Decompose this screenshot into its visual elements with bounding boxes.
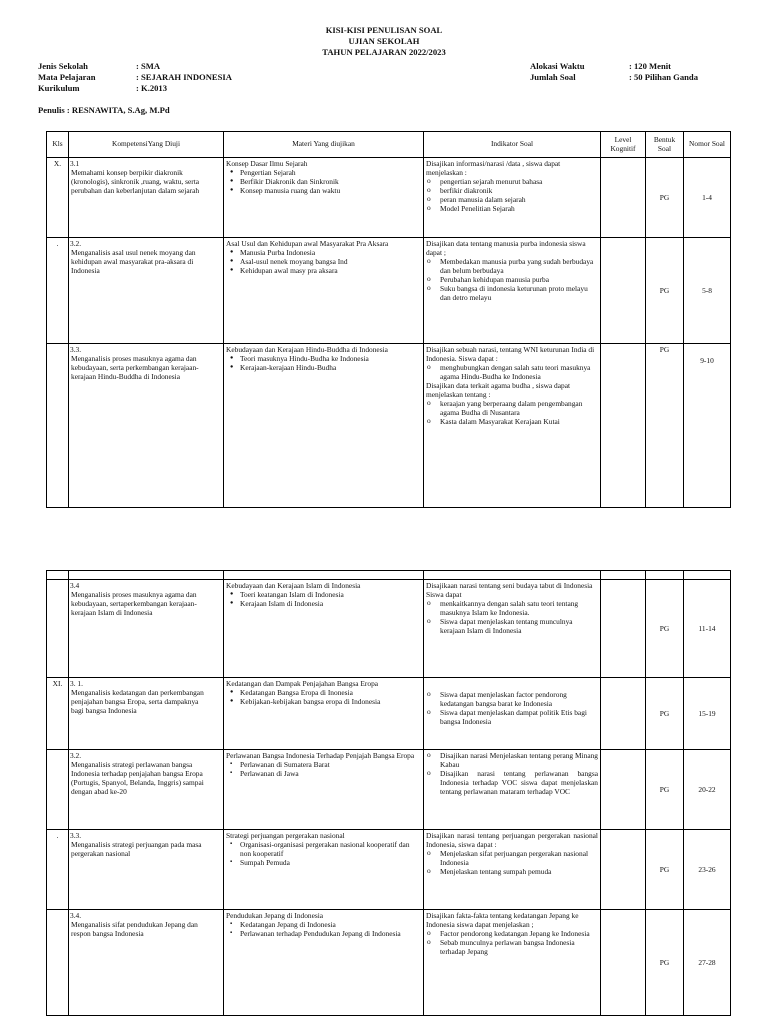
kompetensi-cell [69,910,224,1016]
kompetensi-cell [69,344,224,508]
mata-pelajaran-value: : SEJARAH INDONESIA [136,72,232,82]
mata-pelajaran-label: Mata Pelajaran [38,72,96,82]
level-cell [601,910,646,1016]
nomor-cell: 23-26 [684,830,731,910]
materi-item: ▪ Perlawanan di Jawa [226,769,421,778]
kelas-cell [47,344,69,508]
materi-item: ● Asal-usul nenek moyang bangsa Ind [226,257,421,266]
materi-cell [224,678,424,750]
materi-title: Asal Usul dan Kehidupan awal Masyarakat Pra Aksara [226,239,389,248]
indikator-cell [424,580,601,678]
indikator-item: o Menjelaskan tentang sumpah pemuda [426,867,598,876]
col-indikator: Indikator Soal [424,132,601,158]
indikator-cell [424,238,601,344]
kd-text: Menganalisis sifat pendudukan Jepang dan respon bangsa Indonesia [71,920,198,938]
penulis: Penulis : RESNAWITA, S.Ag, M.Pd [38,105,170,115]
materi-item: ● Teori masuknya Hindu-Budha ke Indonesia [226,354,421,363]
table-row [47,238,731,344]
col-kls: Kls [47,132,69,158]
indikator-item: o Membedakan manusia purba yang sudah berbudaya dan belum berbudaya [426,257,598,275]
kurikulum-label: Kurikulum [38,83,80,93]
jumlah-soal-value: : 50 Pilihan Ganda [629,72,699,82]
alokasi-waktu-label: Alokasi Waktu [530,61,585,71]
col-nomor-soal: Nomor Soal [684,132,731,158]
materi-item: ● Berfikir Diakronik dan Sinkronik [226,177,421,186]
kelas-cell: XI. [47,678,69,750]
bentuk-cell: PG [646,750,684,830]
indikator-item: o Disajikan narasi Menjelaskan tentang perang Minang Kabau [426,751,598,769]
indikator-item: o Model Penelitian Sejarah [426,204,598,213]
table-row [47,830,731,910]
indikator-item: o berfikir diakronik [426,186,598,195]
indikator-item: o pengertian sejarah menurut bahasa [426,177,598,186]
nomor-cell: 11-14 [684,580,731,678]
level-cell [601,344,646,508]
table-row [47,678,731,750]
document-subtitle: UJIAN SEKOLAH [348,36,420,46]
table-header-row [47,132,731,158]
col-materi: Materi Yang diujikan [224,132,424,158]
indikator-item: o menghubungkan dengan salah satu teori masuknya agama Hindu-Budha ke Indonesia [426,363,598,381]
jenis-sekolah-value: : SMA [136,61,161,71]
bentuk-cell: PG [646,910,684,1016]
materi-item: ▪ Organisasi-organisasi pergerakan nasional kooperatif dan non kooperatif [226,840,421,858]
materi-title: Kebudayaan dan Kerajaan Hindu-Buddha di Indonesia [226,345,388,354]
indikator-item: o Kasta dalam Masyarakat Kerajaan Kutai [426,417,598,426]
table-row [47,344,731,508]
col-level-kognitif: Level Kognitif [601,132,646,158]
bentuk-cell: PG [646,158,684,238]
indikator-cell [424,830,601,910]
level-cell [601,580,646,678]
kompetensi-cell [69,158,224,238]
kompetensi-cell [69,678,224,750]
kelas-cell: . [47,830,69,910]
col-bentuk-soal: Bentuk Soal [646,132,684,158]
indikator-intro: Disajikan data terkait agama budha , siswa dapat menjelaskan tentang : [426,381,571,399]
indikator-item: o Siswa dapat menjelaskan dampat politik Etis bagi bangsa Indonesia [426,708,598,726]
materi-title: Kebudayaan dan Kerajaan Islam di Indonesia [226,581,361,590]
level-cell [601,830,646,910]
materi-cell [224,910,424,1016]
materi-cell [224,158,424,238]
bentuk-cell: PG [646,580,684,678]
materi-item: ● Kerajaan-kerajaan Hindu-Budha [226,363,421,372]
kd-code: 3. 1. [70,679,83,688]
indikator-item: o keraajan yang berperaang dalam pengembangan agama Budha di Nusantara [426,399,598,417]
materi-item: ● Pengertian Sejarah [226,168,421,177]
kisi-kisi-table-1 [46,131,731,508]
kurikulum-value: : K.2013 [136,83,168,93]
kd-text: Menganalisis strategi perjuangan pada masa pergerakan nasional [71,840,202,858]
indikator-intro: Disajikan narasi tentang perjuangan pergerakan nasional Indonesia, siswa dapat : [426,831,598,849]
table-row [47,158,731,238]
kd-code: 3.2. [70,751,82,760]
kelas-cell [47,750,69,830]
materi-cell [224,830,424,910]
nomor-cell: 20-22 [684,750,731,830]
kelas-cell [47,910,69,1016]
table-header-row [47,571,731,580]
document-title: KISI-KISI PENULISAN SOAL [325,25,443,35]
indikator-item: o Siswa dapat menjelaskan factor pendorong kedatangan bangsa barat ke Indonesia [426,690,598,708]
kelas-cell: . [47,238,69,344]
level-cell [601,238,646,344]
indikator-intro: Disajikan fakta-fakta tentang kedatangan Jepang ke Indonesia siswa dapat menjelaskan ; [426,911,579,929]
materi-title: Konsep Dasar Ilmu Sejarah [226,159,308,168]
bentuk-cell: PG [646,344,684,508]
materi-item: ▪ Sumpah Pemuda [226,858,421,867]
materi-cell [224,750,424,830]
materi-title: Perlawanan Bangsa Indonesia Terhadap Penjajah Bangsa Eropa [226,751,415,760]
kd-code: 3.2. [70,239,82,248]
table-row [47,580,731,678]
kompetensi-cell [69,750,224,830]
kompetensi-cell [69,830,224,910]
level-cell [601,678,646,750]
nomor-cell: 5-8 [684,238,731,344]
indikator-intro: Disajikaan narasi tentang seni budaya tabut di Indonesia Siswa dapat [426,581,593,599]
jenis-sekolah-label: Jenis Sekolah [38,61,88,71]
jumlah-soal-label: Jumlah Soal [530,72,576,82]
materi-cell [224,580,424,678]
indikator-cell [424,750,601,830]
indikator-item: o Menjelaskan sifat perjuangan pergerakan nasional Indonesia [426,849,598,867]
bentuk-cell: PG [646,678,684,750]
kd-code: 3.4 [70,581,80,590]
indikator-cell [424,678,601,750]
table-row [47,750,731,830]
kd-code: 3.4. [70,911,82,920]
materi-item: ▪ Kedatangan Jepang di Indonesia [226,920,421,929]
indikator-item: o Disajikan narasi tentang perlawanan bangsa Indonesia terhadap VOC siswa dapat menjelaskan tentang perlawanan mataram terhadap VOC [426,769,598,796]
materi-title: Strategi perjuangan pergerakan nasional [226,831,345,840]
indikator-intro: Disajikan informasi/narasi /data , siswa dapat menjelaskan : [426,159,561,177]
kd-text: Memahami konsep berpikir diakronik (kronologis), sinkronik ,ruang, waktu, serta perubahan dan keberlanjutan dalam sejarah [71,168,200,195]
nomor-cell: 1-4 [684,158,731,238]
kompetensi-cell [69,580,224,678]
indikator-item: o Suku bangsa di indonesia keturunan proto melayu dan detro melayu [426,284,598,302]
nomor-cell: 9-10 [684,344,731,508]
kisi-kisi-table-2 [46,570,731,1016]
alokasi-waktu-value: : 120 Menit [629,61,672,71]
col-kompetensi: KompetensiYang Diuji [69,132,224,158]
indikator-item: o peran manusia dalam sejarah [426,195,598,204]
kompetensi-cell [69,238,224,344]
indikator-item: o Perubahan kehidupan manusia purba [426,275,598,284]
materi-cell [224,344,424,508]
kd-text: Menganalisis proses masuknya agama dan kebudayaan, sertaperkembangan kerajaan-kerajaan Islam di Indonesia [71,590,197,617]
materi-cell [224,238,424,344]
indikator-item: o menkaitkannya dengan salah satu teori tentang masuknya Islam ke Indonesia. [426,599,598,617]
indikator-cell [424,344,601,508]
kelas-cell: X. [47,158,69,238]
indikator-cell [424,158,601,238]
materi-item: ▪ Perlawanan di Sumatera Barat [226,760,421,769]
materi-item: ● Konsep manusia ruang dan waktu [226,186,421,195]
kd-text: Menganalisis asal usul nenek moyang dan kehidupan awal masyarakat pra-aksara di Indonesia [71,248,196,275]
kelas-cell [47,580,69,678]
materi-item: ● Kedatangan Bangsa Eropa di Inonesia [226,688,421,697]
kd-text: Menganalisis strategi perlawanan bangsa Indonesia terhadap penjajahan bangsa Eropa (Portugis, Spanyol, Belanda, Inggris) sampai dengan abad ke-20 [71,760,204,796]
kd-code: 3.3. [70,831,82,840]
table-row [47,910,731,1016]
nomor-cell: 15-19 [684,678,731,750]
materi-title: Kedatangan dan Dampak Penjajahan Bangsa Eropa [226,679,379,688]
kd-text: Menganalisis kedatangan dan perkembangan penjajahan bangsa Eropa, serta dampaknya bagi bangsa Indonesia [71,688,204,715]
materi-item: ● Toeri keatangan Islam di Indonesia [226,590,421,599]
indikator-intro: Disajikan sebuah narasi, tentang WNI keturunan India di Indonesia. Siswa dapat : [426,345,595,363]
materi-item: ▪ Perlawanan terhadap Pendudukan Jepang di Indonesia [226,929,421,938]
materi-item: ● Kebijakan-kebijakan bangsa eropa di Indonesia [226,697,421,706]
materi-item: ● Manusia Purba Indonesia [226,248,421,257]
materi-title: Pendudukan Jepang di Indonesia [226,911,324,920]
indikator-item: o Sebab munculnya perlawan bangsa Indonesia terhadap Jepang [426,938,598,956]
indikator-cell [424,910,601,1016]
indikator-item: o Factor pendorong kedatangan Jepang ke Indonesia [426,929,598,938]
level-cell [601,158,646,238]
kd-text: Menganalisis proses masuknya agama dan kebudayaan, serta perkembangan kerajaan-kerajaan Hindu-Buddha di Indonesia [71,354,199,381]
indikator-intro: Disajikan data tentang manusia purba indonesia siswa dapat ; [426,239,586,257]
materi-item: ● Kerajaan Islam di Indonesia [226,599,421,608]
materi-item: ● Kehidupan awal masy pra aksara [226,266,421,275]
kd-code: 3.1 [70,159,80,168]
indikator-item: o Siswa dapat menjelaskan tentang munculnya kerajaan Islam di Indonesia [426,617,598,635]
academic-year: TAHUN PELAJARAN 2022/2023 [322,47,446,57]
level-cell [601,750,646,830]
nomor-cell: 27-28 [684,910,731,1016]
bentuk-cell: PG [646,830,684,910]
bentuk-cell: PG [646,238,684,344]
kd-code: 3.3. [70,345,82,354]
